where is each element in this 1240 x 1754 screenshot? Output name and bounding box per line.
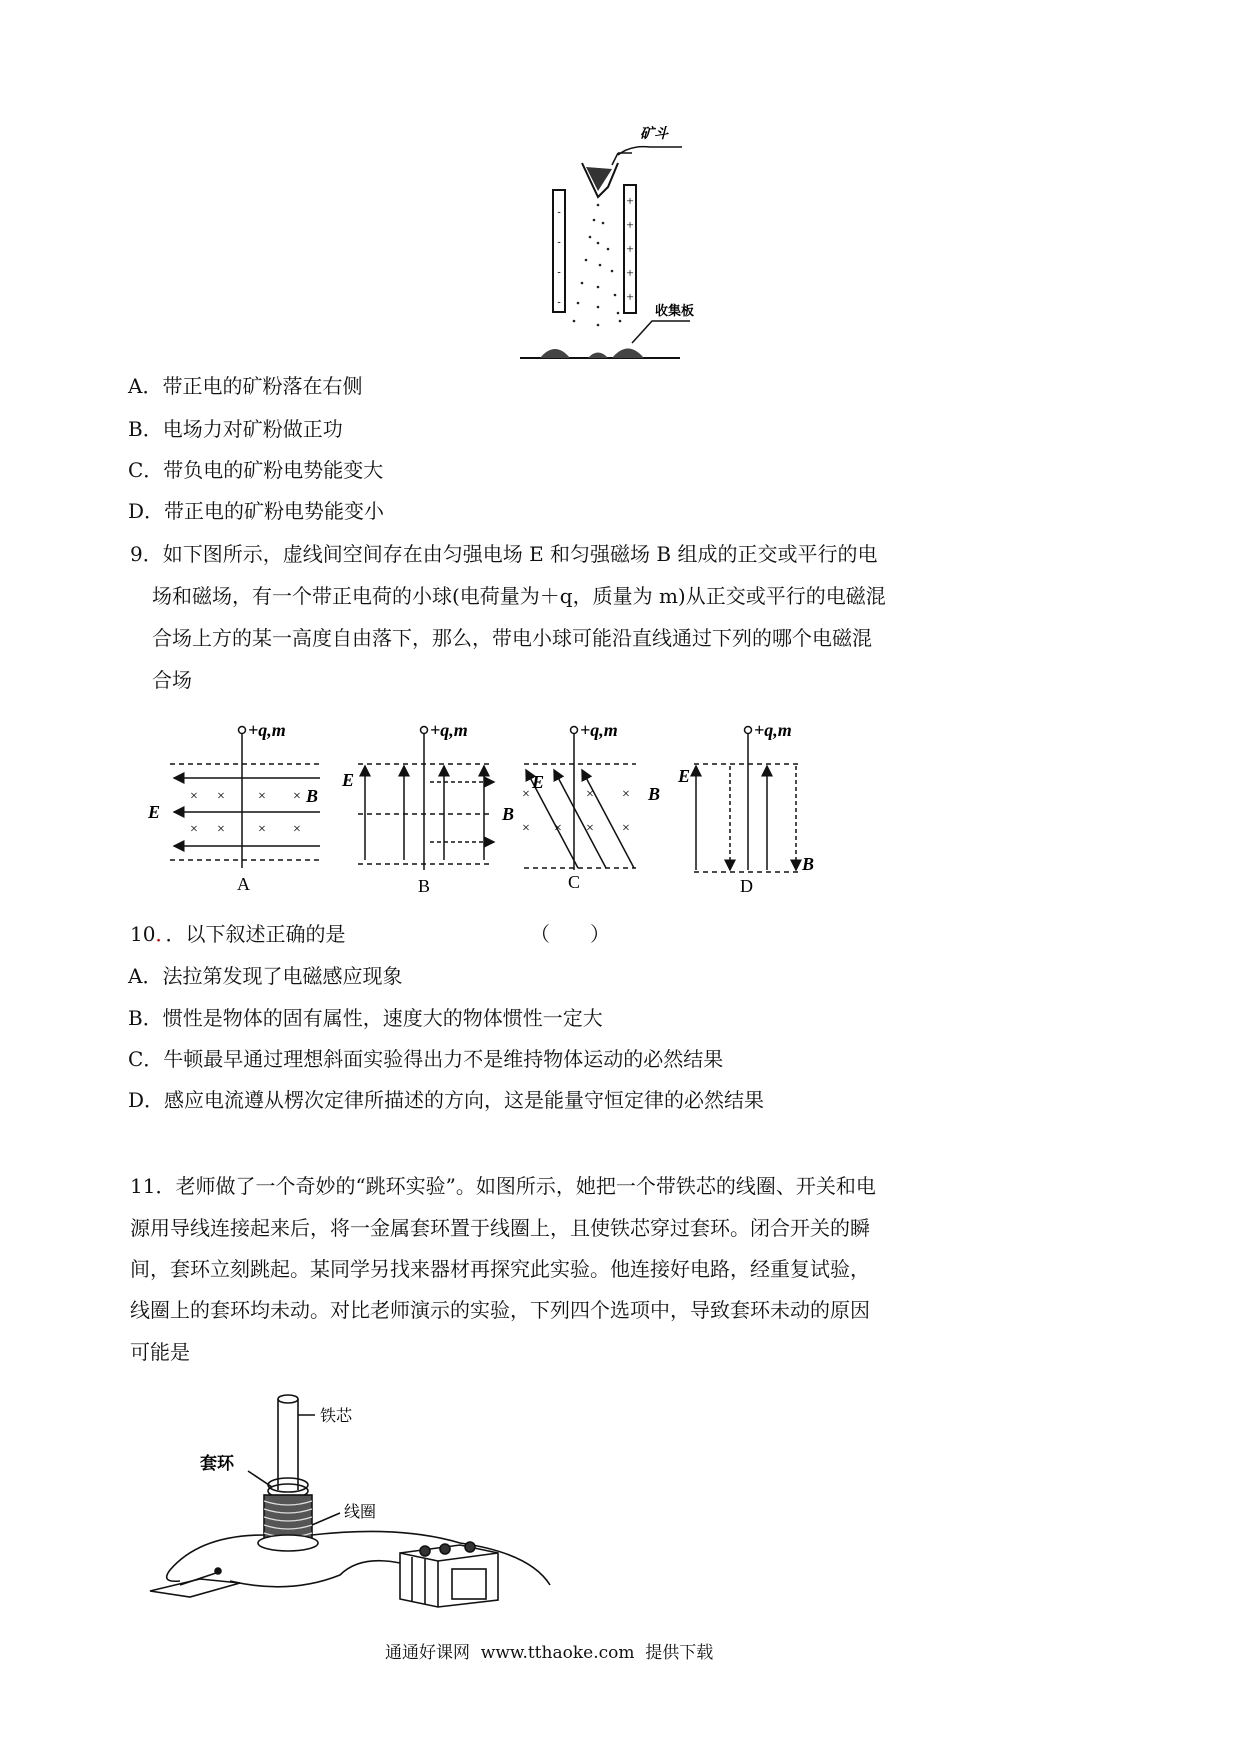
q9-line-3: 合场上方的某一高度自由落下，那么，带电小球可能沿直线通过下列的哪个电磁混 xyxy=(152,626,872,650)
coil-label: 线圈 xyxy=(344,1504,377,1521)
q8-option-b: B．电场力对矿粉做正功 xyxy=(128,417,343,441)
svg-text:+: + xyxy=(626,241,634,256)
q10-option-a: A．法拉第发现了电磁感应现象 xyxy=(128,964,403,988)
a-cross: × xyxy=(217,822,225,837)
svg-text:-: - xyxy=(557,207,561,218)
a-label-e: E xyxy=(148,802,161,822)
svg-text:+: + xyxy=(626,217,634,232)
caption-a: A xyxy=(237,874,250,894)
a-particle-label: +q,m xyxy=(248,720,286,740)
q10-option-b: B．惯性是物体的固有属性，速度大的物体惯性一定大 xyxy=(128,1006,603,1030)
q8-option-c: C．带负电的矿粉电势能变大 xyxy=(128,458,384,482)
q10-period: ． xyxy=(155,922,166,946)
q8-option-d: D．带正电的矿粉电势能变小 xyxy=(128,499,385,523)
q11-line-5: 可能是 xyxy=(130,1340,190,1364)
q11-line-1: 11．老师做了一个奇妙的“跳环实验”。如图所示，她把一个带铁芯的线圈、开关和电 xyxy=(130,1174,876,1198)
jumping-ring-figure xyxy=(140,1385,660,1615)
q10-option-d: D．感应电流遵从楞次定律所描述的方向，这是能量守恒定律的必然结果 xyxy=(128,1088,765,1112)
caption-c: C xyxy=(568,872,581,892)
svg-text:+: + xyxy=(626,265,634,280)
svg-text:+: + xyxy=(626,193,634,208)
c-label-e: E xyxy=(532,772,545,792)
a-cross: × xyxy=(258,789,266,804)
svg-text:-: - xyxy=(557,237,561,248)
d-particle-label: +q,m xyxy=(754,720,792,740)
c-cross: × xyxy=(622,821,630,836)
d-label-b: B xyxy=(802,854,815,874)
c-cross: × xyxy=(586,787,594,802)
b-label-b: B xyxy=(502,804,515,824)
q10-option-c: C．牛顿最早通过理想斜面实验得出力不是维持物体运动的必然结果 xyxy=(128,1047,724,1071)
c-cross: × xyxy=(522,821,530,836)
a-label-b: B xyxy=(306,786,319,806)
a-cross: × xyxy=(293,822,301,837)
a-cross: × xyxy=(190,789,198,804)
q10-stem xyxy=(130,920,345,948)
svg-text:-: - xyxy=(557,297,561,308)
q9-field-figure xyxy=(140,720,940,900)
hopper-label: 矿斗 xyxy=(640,127,668,142)
c-cross: × xyxy=(522,787,530,802)
a-cross: × xyxy=(190,822,198,837)
c-cross: × xyxy=(554,821,562,836)
q9-line-4: 合场 xyxy=(152,668,192,692)
svg-text:-: - xyxy=(557,267,561,278)
c-label-b: B xyxy=(648,784,661,804)
svg-text:+: + xyxy=(626,289,634,304)
c-cross: × xyxy=(622,787,630,802)
a-cross: × xyxy=(258,822,266,837)
q11-line-4: 线圈上的套环均未动。对比老师演示的实验，下列四个选项中，导致套环未动的原因 xyxy=(130,1298,870,1322)
q11-line-2: 源用导线连接起来后，将一金属套环置于线圈上，且使铁芯穿过套环。闭合开关的瞬 xyxy=(130,1216,870,1240)
a-cross: × xyxy=(217,789,225,804)
q10-stem-text: ．以下叙述正确的是 xyxy=(165,922,346,946)
q9-line-1: 9．如下图所示，虚线间空间存在由匀强电场 E 和匀强磁场 B 组成的正交或平行的电 xyxy=(130,542,878,566)
q8-option-a: A．带正电的矿粉落在右侧 xyxy=(128,374,363,398)
caption-b: B xyxy=(418,876,431,896)
collector-label: 收集板 xyxy=(655,303,695,318)
core-label: 铁芯 xyxy=(320,1408,353,1425)
q10-number: 10 xyxy=(130,922,156,946)
q11-line-3: 间，套环立刻跳起。某同学另找来器材再探究此实验。他连接好电路，经重复试验， xyxy=(130,1257,870,1281)
b-label-e: E xyxy=(342,770,355,790)
caption-d: D xyxy=(740,876,753,896)
footer: 通通好课网 www.tthaoke.com 提供下载 xyxy=(385,1643,714,1663)
q9-line-2: 场和磁场，有一个带正电荷的小球(电荷量为＋q，质量为 m)从正交或平行的电磁混 xyxy=(152,584,886,608)
c-cross: × xyxy=(586,821,594,836)
a-cross: × xyxy=(293,789,301,804)
ring-label: 套环 xyxy=(200,1454,234,1473)
c-particle-label: +q,m xyxy=(580,720,618,740)
d-label-e: E xyxy=(678,766,691,786)
q10-blank: （ ） xyxy=(530,922,610,946)
separator-figure xyxy=(520,125,720,365)
b-particle-label: +q,m xyxy=(430,720,468,740)
